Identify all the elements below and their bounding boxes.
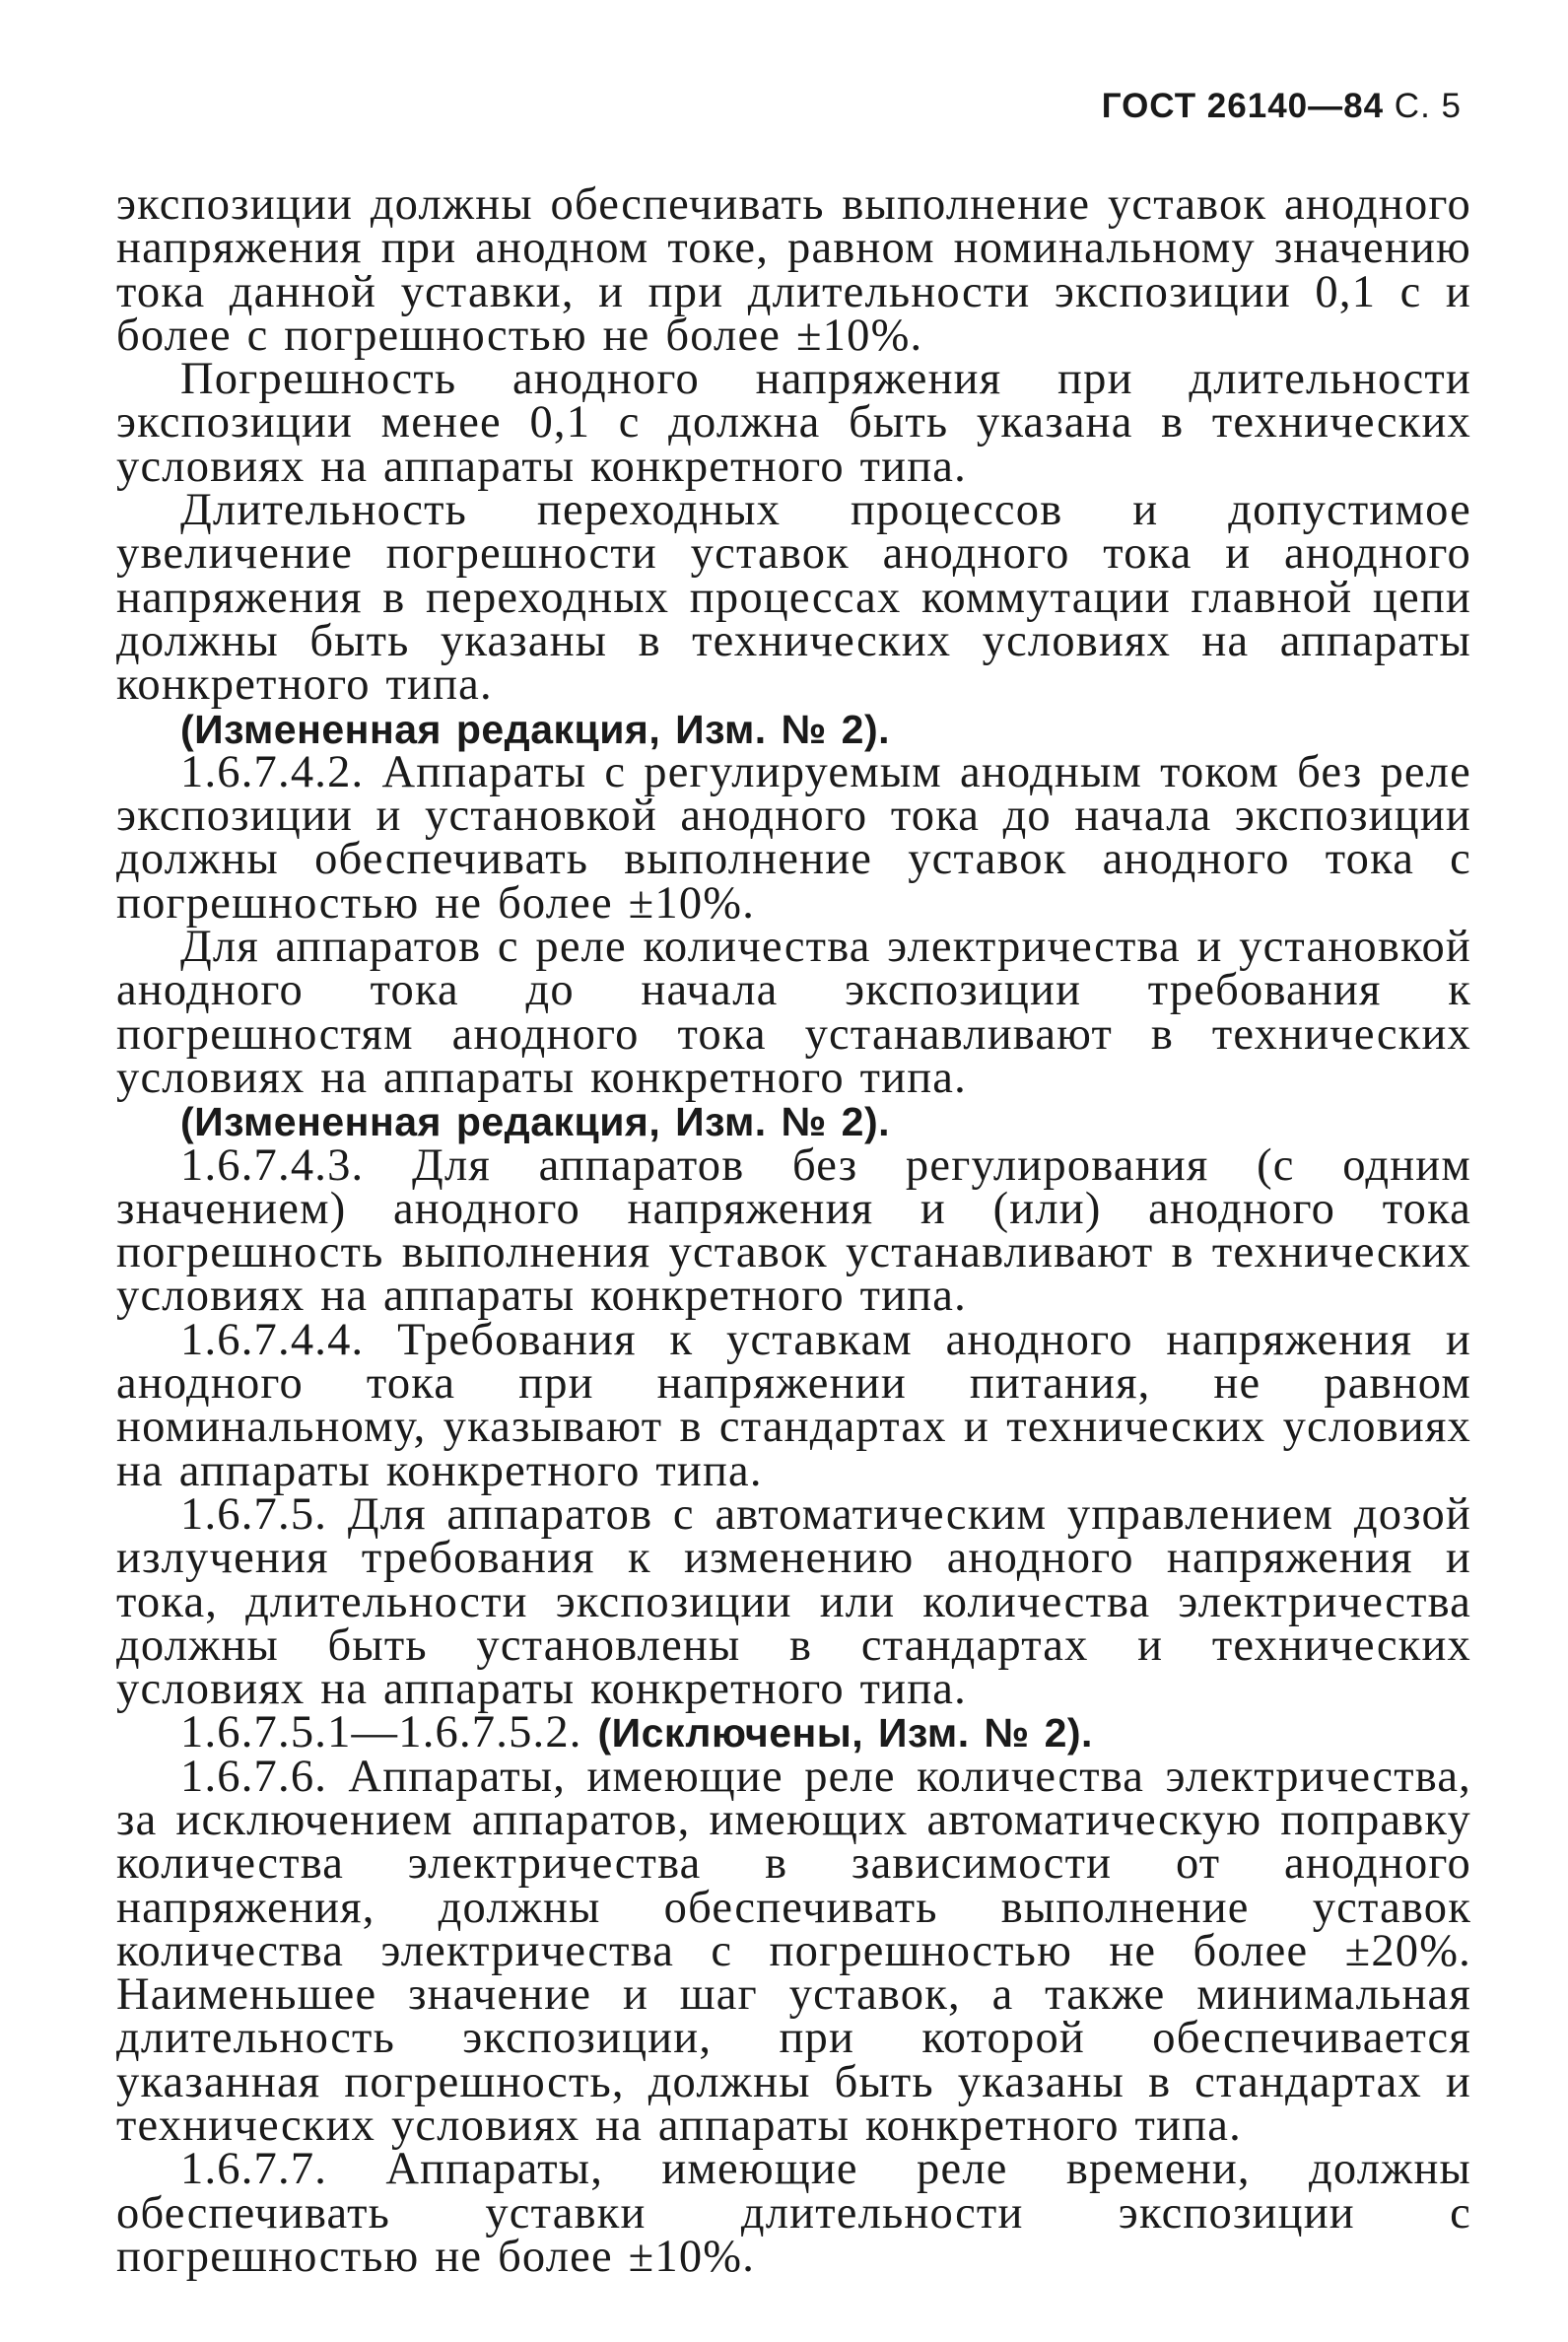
clause-1-6-7-6: 1.6.7.6. Аппараты, имеющие реле количества электричества, за исключением аппаратов, имеющих автоматическую поправку количества электричества в зависимости от анодного напряжения, должны обеспечивать выполнение уставок количества электричества с погрешностью не более ±20%. Наименьшее значение и шаг уставок, а также минимальная длительность экспозиции, при которой обеспечивается указанная погрешность, должны быть указаны в стандартах и технических условиях на аппараты конкретного типа. (116, 1751, 1471, 2152)
paragraph-continuation: экспозиции должны обеспечивать выполнение уставок анодного напряжения при анодном токе, равном номинальному значению тока данной уставки, и при длительности экспозиции 0,1 с и более с погрешностью не более ±10%. (116, 179, 1471, 361)
amendment-note: (Измененная редакция, Изм. № 2). (180, 706, 891, 752)
amendment-note: (Измененная редакция, Изм. № 2). (180, 1099, 891, 1145)
clause-number: 1.6.7.5.1—1.6.7.5.2. (180, 1707, 582, 1758)
paragraph: Длительность переходных процессов и допустимое увеличение погрешности уставок анодного тока и анодного напряжения в переходных процессах коммутации главной цепи должны быть указаны в технических условиях на аппараты конкретного типа. (116, 485, 1471, 711)
body-text (116, 179, 1471, 2282)
page-number: С. 5 (1394, 87, 1462, 125)
clause-1-6-7-5: 1.6.7.5. Для аппаратов с автоматическим управлением дозой излучения требования к изменению анодного напряжения и тока, длительности экспозиции или количества электричества должны быть установлены в стандартах и технических условиях на аппараты конкретного типа. (116, 1488, 1471, 1715)
standard-number: ГОСТ 26140—84 (1101, 87, 1385, 125)
clause-1-6-7-4-2: 1.6.7.4.2. Аппараты с регулируемым анодным током без реле экспозиции и установкой анодного тока до начала экспозиции должны обеспечивать выполнение уставок анодного тока с погрешностью не более ±10%. (116, 746, 1471, 929)
paragraph: Погрешность анодного напряжения при длительности экспозиции менее 0,1 с должна быть указана в технических условиях на аппараты конкретного типа. (116, 354, 1471, 492)
paragraph: Для аппаратов с реле количества электричества и установкой анодного тока до начала экспозиции требования к погрешностям анодного тока устанавливают в технических условиях на аппараты конкретного типа. (116, 922, 1471, 1103)
clause-1-6-7-7: 1.6.7.7. Аппараты, имеющие реле времени, должны обеспечивать уставки длительности экспозиции с погрешностью не более ±10%. (116, 2144, 1471, 2282)
clause-1-6-7-4-4: 1.6.7.4.4. Требования к уставкам анодного напряжения и анодного тока при напряжении питания, не равном номинальному, указывают в стандартах и технических условиях на аппараты конкретного типа. (116, 1314, 1471, 1496)
clause-1-6-7-4-3: 1.6.7.4.3. Для аппаратов без регулирования (с одним значением) анодного напряжения и (или) анодного тока погрешность выполнения уставок устанавливают в технических условиях на аппараты конкретного типа. (116, 1139, 1471, 1322)
excluded-note: (Исключены, Изм. № 2). (597, 1710, 1093, 1756)
page-header (1102, 87, 1462, 126)
clause-1-6-7-5-1-2 (116, 1707, 1471, 1758)
